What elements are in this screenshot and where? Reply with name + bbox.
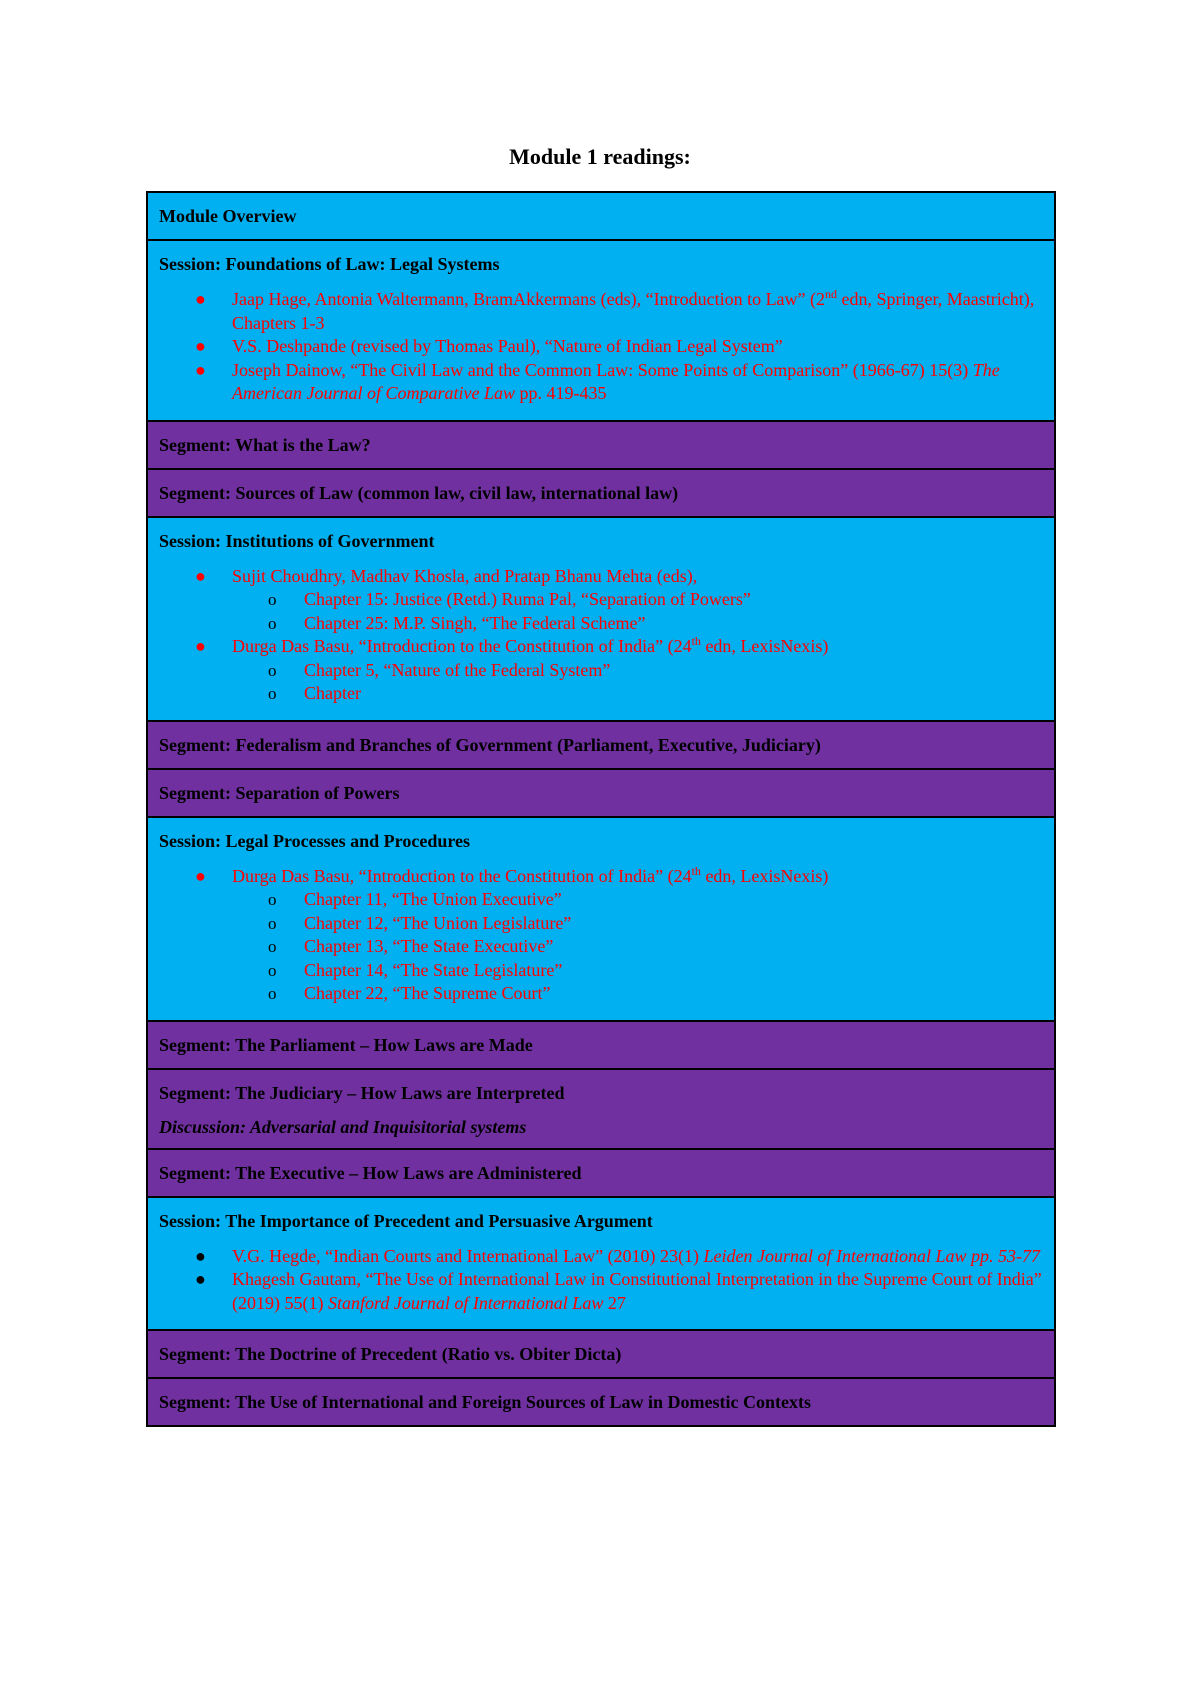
table-cell (147, 721, 1055, 769)
segment-row (147, 769, 1055, 817)
reading-text: Chapter 12, “The Union Legislature” (304, 912, 572, 933)
segment-row (147, 1149, 1055, 1197)
table-cell (147, 769, 1055, 817)
row-heading: Module Overview (159, 206, 297, 226)
reading-text: Chapter (304, 683, 361, 703)
superscript: th (691, 634, 701, 648)
row-heading: Session: Foundations of Law: Legal Systems (159, 254, 500, 274)
table-cell (147, 469, 1055, 517)
sub-list-item (159, 912, 1044, 936)
sub-list (232, 588, 1044, 635)
reading-text: Chapter 25: M.P. Singh, “The Federal Scheme” (304, 612, 646, 633)
circle-bullet-icon: o (268, 937, 277, 956)
reading-text: Chapter 13, “The State Executive” (304, 936, 554, 956)
list-item (159, 1268, 1044, 1315)
reading-text: edn, LexisNexis) (700, 865, 829, 886)
row-heading: Session: The Importance of Precedent and Persuasive Argument (159, 1210, 653, 1231)
reading-text: Durga Das Basu, “Introduction to the Constitution of India” (24 (232, 636, 692, 656)
list-item (159, 565, 1044, 636)
reading-list (159, 1245, 1044, 1316)
reading-text: Chapter 22, “The Supreme Court” (304, 983, 551, 1003)
row-heading: Segment: Separation of Powers (159, 782, 400, 803)
list-item (159, 335, 1044, 359)
table-cell (147, 1378, 1055, 1426)
table-cell (147, 421, 1055, 469)
reading-text: Chapter 5, “Nature of the Federal System” (304, 659, 611, 680)
list-item (159, 635, 1044, 706)
circle-bullet-icon: o (268, 913, 277, 933)
list-item (159, 865, 1044, 1006)
bullet-icon: ● (195, 1269, 206, 1289)
sub-list-item (159, 612, 1044, 636)
bullet-icon: ● (195, 359, 206, 380)
sub-list-item (159, 935, 1044, 959)
row-heading: Session: Institutions of Government (159, 530, 435, 551)
circle-bullet-icon: o (268, 960, 277, 980)
bullet-icon: ● (195, 636, 206, 656)
reading-text: edn, Springer, Maastricht), Chapters 1-3 (232, 289, 1035, 333)
segment-row (147, 721, 1055, 769)
table-cell (147, 517, 1055, 721)
row-heading: Segment: What is the Law? (159, 434, 371, 455)
journal-title: Leiden Journal of International Law pp. 53-77 (703, 1245, 1041, 1266)
superscript: th (691, 863, 701, 878)
page-title: Module 1 readings: (509, 144, 691, 169)
table-cell (147, 1069, 1055, 1149)
table-cell (147, 1330, 1055, 1378)
segment-row (147, 421, 1055, 469)
reading-text: Chapter 11, “The Union Executive” (304, 889, 562, 909)
sub-list (232, 888, 1044, 1006)
bullet-icon: ● (195, 1245, 206, 1266)
circle-bullet-icon: o (268, 984, 277, 1003)
reading-text: edn, LexisNexis) (700, 636, 829, 656)
sub-list (232, 659, 1044, 706)
circle-bullet-icon: o (268, 890, 277, 909)
readings-table (146, 191, 1056, 1427)
circle-bullet-icon: o (268, 684, 277, 703)
reading-text: Joseph Dainow, “The Civil Law and the Common Law: Some Points of Comparison” (1966-67) 15(3) (232, 359, 973, 380)
journal-title: The American Journal of Comparative Law (232, 359, 1000, 403)
row-heading: Segment: Federalism and Branches of Government (Parliament, Executive, Judiciary) (159, 734, 821, 755)
session-row-institutions (147, 517, 1055, 721)
circle-bullet-icon: o (268, 590, 277, 609)
session-row-foundations (147, 240, 1055, 421)
discussion-note: Discussion: Adversarial and Inquisitorial systems (159, 1116, 527, 1137)
row-heading: Segment: The Executive – How Laws are Administered (159, 1162, 582, 1183)
circle-bullet-icon: o (268, 613, 277, 633)
sub-list-item (159, 888, 1044, 912)
reading-text: pp. 419-435 (514, 383, 607, 403)
table-cell (147, 1197, 1055, 1331)
bullet-icon: ● (195, 565, 206, 586)
sub-list-item (159, 959, 1044, 983)
reading-text: Durga Das Basu, “Introduction to the Constitution of India” (24 (232, 865, 692, 886)
reading-text: Khagesh Gautam, “The Use of International Law in Constitutional Interpretation in the Supreme Court of India” (2019) 55(1) (232, 1269, 1042, 1313)
row-heading: Segment: Sources of Law (common law, civil law, international law) (159, 482, 679, 503)
reading-list (159, 565, 1044, 706)
reading-text: V.S. Deshpande (revised by Thomas Paul), “Nature of Indian Legal System” (232, 336, 783, 356)
sub-list-item (159, 982, 1044, 1006)
table-cell (147, 240, 1055, 421)
module-overview-row (147, 192, 1055, 240)
reading-text: 27 (603, 1292, 626, 1313)
circle-bullet-icon: o (268, 660, 277, 680)
bullet-icon: ● (195, 336, 206, 356)
table-cell (147, 192, 1055, 240)
table-cell (147, 1021, 1055, 1069)
reading-list (159, 865, 1044, 1006)
superscript: nd (825, 287, 838, 301)
segment-row (147, 1378, 1055, 1426)
sub-list-item (159, 682, 1044, 706)
segment-row (147, 1330, 1055, 1378)
reading-text: Chapter 15: Justice (Retd.) Ruma Pal, “Separation of Powers” (304, 589, 751, 609)
sub-list-item (159, 588, 1044, 612)
list-item (159, 359, 1044, 406)
segment-row (147, 1069, 1055, 1149)
table-cell (147, 817, 1055, 1021)
list-item (159, 1245, 1044, 1269)
list-item (159, 288, 1044, 335)
reading-text: Jaap Hage, Antonia Waltermann, BramAkkermans (eds), “Introduction to Law” (2 (232, 289, 826, 309)
row-heading: Segment: The Doctrine of Precedent (Ratio vs. Obiter Dicta) (159, 1344, 622, 1364)
session-row-precedent (147, 1197, 1055, 1331)
journal-title: Stanford Journal of International Law (327, 1292, 604, 1313)
table-cell (147, 1149, 1055, 1197)
reading-text: Sujit Choudhry, Madhav Khosla, and Pratap Bhanu Mehta (eds), (232, 565, 698, 586)
session-row-processes (147, 817, 1055, 1021)
row-heading: Segment: The Use of International and Foreign Sources of Law in Domestic Contexts (159, 1392, 811, 1412)
bullet-icon: ● (195, 289, 206, 309)
sub-list-item (159, 659, 1044, 683)
reading-text: Chapter 14, “The State Legislature” (304, 959, 563, 980)
bullet-icon: ● (195, 865, 206, 886)
row-heading: Segment: The Parliament – How Laws are Made (159, 1034, 533, 1055)
reading-list (159, 288, 1044, 406)
row-heading: Session: Legal Processes and Procedures (159, 830, 470, 851)
segment-row (147, 1021, 1055, 1069)
reading-text: V.G. Hegde, “Indian Courts and International Law” (2010) 23(1) (232, 1245, 704, 1266)
segment-row (147, 469, 1055, 517)
row-heading: Segment: The Judiciary – How Laws are Interpreted (159, 1082, 565, 1103)
